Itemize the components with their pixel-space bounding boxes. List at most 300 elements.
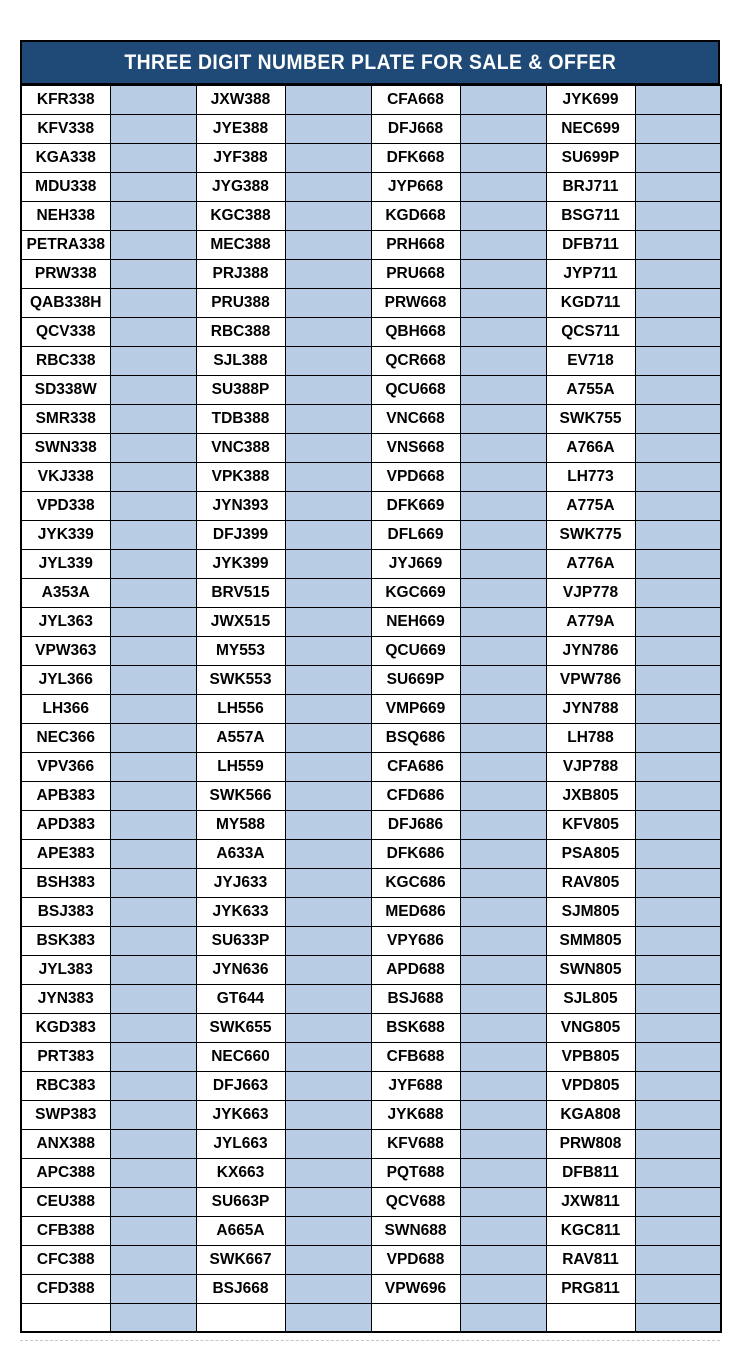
plate-cell: VJP778 <box>546 578 635 607</box>
plate-cell: JYK688 <box>371 1100 460 1129</box>
plate-cell: VNG805 <box>546 1013 635 1042</box>
plate-cell: A776A <box>546 549 635 578</box>
offer-cell <box>110 230 196 259</box>
table-row <box>21 1071 721 1100</box>
plate-cell: VMP669 <box>371 694 460 723</box>
offer-cell <box>635 1216 721 1245</box>
offer-cell <box>110 1013 196 1042</box>
plate-cell: DFJ686 <box>371 810 460 839</box>
offer-cell <box>285 520 371 549</box>
offer-cell <box>285 1245 371 1274</box>
offer-cell <box>110 433 196 462</box>
plate-cell: KFV688 <box>371 1129 460 1158</box>
plate-cell: SWK553 <box>196 665 285 694</box>
plate-cell: SWN805 <box>546 955 635 984</box>
offer-cell <box>635 926 721 955</box>
plate-cell: RBC338 <box>21 346 110 375</box>
plate-cell: TDB388 <box>196 404 285 433</box>
offer-cell <box>635 172 721 201</box>
plate-cell: JYK663 <box>196 1100 285 1129</box>
plate-cell: PRG811 <box>546 1274 635 1303</box>
offer-cell <box>110 578 196 607</box>
offer-cell <box>635 201 721 230</box>
offer-cell <box>635 810 721 839</box>
plate-cell: JYJ633 <box>196 868 285 897</box>
offer-cell <box>460 1187 546 1216</box>
offer-cell <box>110 636 196 665</box>
table-row <box>21 85 721 114</box>
offer-cell <box>635 1042 721 1071</box>
plate-cell: SWK775 <box>546 520 635 549</box>
offer-cell <box>110 1303 196 1332</box>
offer-cell <box>460 578 546 607</box>
offer-cell <box>460 868 546 897</box>
offer-cell <box>460 1245 546 1274</box>
plate-cell: VPD688 <box>371 1245 460 1274</box>
offer-cell <box>460 897 546 926</box>
offer-cell <box>285 1100 371 1129</box>
offer-cell <box>110 1129 196 1158</box>
table-row <box>21 752 721 781</box>
table-row <box>21 694 721 723</box>
plate-cell: VPK388 <box>196 462 285 491</box>
table-row <box>21 636 721 665</box>
offer-cell <box>110 346 196 375</box>
offer-cell <box>635 752 721 781</box>
plate-cell: CFA668 <box>371 85 460 114</box>
plate-cell: SWK566 <box>196 781 285 810</box>
offer-cell <box>110 462 196 491</box>
plate-cell: PRW338 <box>21 259 110 288</box>
offer-cell <box>635 1303 721 1332</box>
plate-cell: DFJ399 <box>196 520 285 549</box>
plate-cell: A755A <box>546 375 635 404</box>
table-row <box>21 520 721 549</box>
offer-cell <box>285 259 371 288</box>
offer-cell <box>110 114 196 143</box>
plate-cell: QCV688 <box>371 1187 460 1216</box>
offer-cell <box>285 607 371 636</box>
plate-cell: KGC811 <box>546 1216 635 1245</box>
offer-cell <box>635 346 721 375</box>
plate-cell: KGA808 <box>546 1100 635 1129</box>
plate-cell: LH559 <box>196 752 285 781</box>
offer-cell <box>635 317 721 346</box>
plate-cell: JYK699 <box>546 85 635 114</box>
plate-cell: JYK339 <box>21 520 110 549</box>
plate-cell: KGD668 <box>371 201 460 230</box>
table-row <box>21 781 721 810</box>
plate-cell: ANX388 <box>21 1129 110 1158</box>
plate-cell: A557A <box>196 723 285 752</box>
plate-cell: EV718 <box>546 346 635 375</box>
table-row <box>21 375 721 404</box>
plate-cell: QCV338 <box>21 317 110 346</box>
plate-cell: VPD338 <box>21 491 110 520</box>
offer-cell <box>460 607 546 636</box>
table-row <box>21 404 721 433</box>
plate-cell: JYN393 <box>196 491 285 520</box>
plate-cell: NEH338 <box>21 201 110 230</box>
plate-cell: QCS711 <box>546 317 635 346</box>
plate-cell: BSK688 <box>371 1013 460 1042</box>
table-row <box>21 926 721 955</box>
plate-cell: DFB811 <box>546 1158 635 1187</box>
offer-cell <box>460 288 546 317</box>
table-row <box>21 433 721 462</box>
plate-cell: A665A <box>196 1216 285 1245</box>
offer-cell <box>110 665 196 694</box>
offer-cell <box>110 404 196 433</box>
offer-cell <box>285 1042 371 1071</box>
table-row <box>21 1100 721 1129</box>
offer-cell <box>460 85 546 114</box>
offer-cell <box>285 984 371 1013</box>
offer-cell <box>110 143 196 172</box>
plate-cell: SWP383 <box>21 1100 110 1129</box>
plate-cell: JYL663 <box>196 1129 285 1158</box>
offer-cell <box>460 404 546 433</box>
offer-cell <box>460 1129 546 1158</box>
plate-cell: LH556 <box>196 694 285 723</box>
table-row <box>21 1129 721 1158</box>
plate-cell: CFA686 <box>371 752 460 781</box>
plate-cell: KFV338 <box>21 114 110 143</box>
plate-cell: CEU388 <box>21 1187 110 1216</box>
plate-cell: NEC660 <box>196 1042 285 1071</box>
plate-cell: QBH668 <box>371 317 460 346</box>
plate-cell: MDU338 <box>21 172 110 201</box>
plate-cell: BSJ383 <box>21 897 110 926</box>
table-row <box>21 723 721 752</box>
offer-cell <box>285 926 371 955</box>
plate-cell: JXW388 <box>196 85 285 114</box>
offer-cell <box>285 839 371 868</box>
offer-cell <box>285 1013 371 1042</box>
plate-cell: APD688 <box>371 955 460 984</box>
offer-cell <box>285 85 371 114</box>
plate-cell: JYL366 <box>21 665 110 694</box>
plate-cell: BSQ686 <box>371 723 460 752</box>
offer-cell <box>285 1216 371 1245</box>
plate-cell: DFK686 <box>371 839 460 868</box>
plate-cell: PRJ388 <box>196 259 285 288</box>
plate-cell: CFD388 <box>21 1274 110 1303</box>
plate-cell: MEC388 <box>196 230 285 259</box>
plate-cell: APD383 <box>21 810 110 839</box>
plate-cell <box>371 1303 460 1332</box>
plate-cell: PQT688 <box>371 1158 460 1187</box>
plate-cell: QCR668 <box>371 346 460 375</box>
table-row <box>21 955 721 984</box>
table-row <box>21 143 721 172</box>
plate-cell: RBC388 <box>196 317 285 346</box>
plate-cell: JYK399 <box>196 549 285 578</box>
plate-cell: MY553 <box>196 636 285 665</box>
plate-cell: VPW363 <box>21 636 110 665</box>
plate-cell: SU699P <box>546 143 635 172</box>
offer-cell <box>285 462 371 491</box>
plate-cell: JYL363 <box>21 607 110 636</box>
offer-cell <box>285 810 371 839</box>
offer-cell <box>110 955 196 984</box>
plate-cell: SU633P <box>196 926 285 955</box>
plate-cell: SWK667 <box>196 1245 285 1274</box>
plate-cell: RBC383 <box>21 1071 110 1100</box>
offer-cell <box>460 955 546 984</box>
offer-cell <box>635 143 721 172</box>
plate-cell: SWK755 <box>546 404 635 433</box>
offer-cell <box>460 346 546 375</box>
plate-cell: PRU668 <box>371 259 460 288</box>
table-row <box>21 1245 721 1274</box>
plate-cell: JYN786 <box>546 636 635 665</box>
plate-cell: JYP711 <box>546 259 635 288</box>
offer-cell <box>460 114 546 143</box>
offer-cell <box>635 723 721 752</box>
table-row <box>21 868 721 897</box>
offer-cell <box>110 1216 196 1245</box>
plate-cell: A775A <box>546 491 635 520</box>
plate-cell: VPD668 <box>371 462 460 491</box>
plate-cell: VPW696 <box>371 1274 460 1303</box>
offer-cell <box>110 317 196 346</box>
table-row <box>21 1216 721 1245</box>
table-row <box>21 578 721 607</box>
offer-cell <box>285 723 371 752</box>
plate-cell: APC388 <box>21 1158 110 1187</box>
offer-cell <box>285 578 371 607</box>
plate-cell: QAB338H <box>21 288 110 317</box>
plate-cell: SJL805 <box>546 984 635 1013</box>
plate-cell: BSJ688 <box>371 984 460 1013</box>
table-row <box>21 491 721 520</box>
plate-cell: SU388P <box>196 375 285 404</box>
offer-cell <box>635 694 721 723</box>
plate-cell: KFR338 <box>21 85 110 114</box>
offer-cell <box>110 172 196 201</box>
plate-cell <box>196 1303 285 1332</box>
offer-cell <box>460 1274 546 1303</box>
offer-cell <box>460 1216 546 1245</box>
offer-cell <box>285 1303 371 1332</box>
table-row <box>21 1303 721 1332</box>
table-row <box>21 1187 721 1216</box>
plate-cell: A353A <box>21 578 110 607</box>
table-row <box>21 839 721 868</box>
offer-cell <box>110 839 196 868</box>
offer-cell <box>285 433 371 462</box>
plate-cell: JYN788 <box>546 694 635 723</box>
plate-cell: PRW668 <box>371 288 460 317</box>
plate-cell: JXW811 <box>546 1187 635 1216</box>
plate-cell: VPV366 <box>21 752 110 781</box>
offer-cell <box>460 926 546 955</box>
plate-cell: KGC388 <box>196 201 285 230</box>
offer-cell <box>110 85 196 114</box>
plate-cell: JYF388 <box>196 143 285 172</box>
plate-cell: PETRA338 <box>21 230 110 259</box>
offer-cell <box>635 839 721 868</box>
table-row <box>21 897 721 926</box>
offer-cell <box>635 781 721 810</box>
offer-cell <box>285 114 371 143</box>
plate-cell: VPW786 <box>546 665 635 694</box>
offer-cell <box>460 1158 546 1187</box>
offer-cell <box>460 317 546 346</box>
plate-cell: JXB805 <box>546 781 635 810</box>
plate-cell: PRH668 <box>371 230 460 259</box>
offer-cell <box>635 607 721 636</box>
plate-cell: SWK655 <box>196 1013 285 1042</box>
plate-cell: SU663P <box>196 1187 285 1216</box>
offer-cell <box>110 897 196 926</box>
offer-cell <box>460 984 546 1013</box>
offer-cell <box>460 636 546 665</box>
plate-cell: KGC686 <box>371 868 460 897</box>
page-title: THREE DIGIT NUMBER PLATE FOR SALE & OFFER <box>124 50 616 74</box>
plate-cell: SWN338 <box>21 433 110 462</box>
offer-cell <box>285 375 371 404</box>
offer-cell <box>110 607 196 636</box>
offer-cell <box>110 375 196 404</box>
offer-cell <box>285 1158 371 1187</box>
offer-cell <box>285 346 371 375</box>
plate-cell: SWN688 <box>371 1216 460 1245</box>
plate-cell: KGD711 <box>546 288 635 317</box>
plate-cell: NEC366 <box>21 723 110 752</box>
offer-cell <box>285 955 371 984</box>
offer-cell <box>110 984 196 1013</box>
plate-cell: SJM805 <box>546 897 635 926</box>
offer-cell <box>635 955 721 984</box>
plate-cell: BSJ668 <box>196 1274 285 1303</box>
offer-cell <box>285 868 371 897</box>
offer-cell <box>110 926 196 955</box>
table-row <box>21 114 721 143</box>
offer-cell <box>635 375 721 404</box>
offer-cell <box>635 230 721 259</box>
plate-cell: PSA805 <box>546 839 635 868</box>
offer-cell <box>460 781 546 810</box>
offer-cell <box>635 1187 721 1216</box>
plate-cell: SMM805 <box>546 926 635 955</box>
offer-cell <box>635 897 721 926</box>
table-row <box>21 346 721 375</box>
plate-cell: JYL339 <box>21 549 110 578</box>
plate-cell: DFK669 <box>371 491 460 520</box>
offer-cell <box>460 433 546 462</box>
offer-cell <box>460 462 546 491</box>
plate-cell: BSK383 <box>21 926 110 955</box>
offer-cell <box>110 1274 196 1303</box>
offer-cell <box>460 752 546 781</box>
plate-cell: APE383 <box>21 839 110 868</box>
plate-cell <box>21 1303 110 1332</box>
table-row <box>21 1013 721 1042</box>
offer-cell <box>110 491 196 520</box>
plate-cell: JYP668 <box>371 172 460 201</box>
offer-cell <box>635 1100 721 1129</box>
plate-cell: BRV515 <box>196 578 285 607</box>
offer-cell <box>285 694 371 723</box>
table-row <box>21 1042 721 1071</box>
plate-cell: LH366 <box>21 694 110 723</box>
plate-cell: LH773 <box>546 462 635 491</box>
table-title-band <box>20 40 720 84</box>
offer-cell <box>635 462 721 491</box>
table-row <box>21 259 721 288</box>
plate-cell: JYE388 <box>196 114 285 143</box>
plate-cell: JYG388 <box>196 172 285 201</box>
plate-cell: JYN636 <box>196 955 285 984</box>
offer-cell <box>460 1303 546 1332</box>
plate-cell: PRU388 <box>196 288 285 317</box>
number-plate-table <box>20 40 720 1333</box>
offer-cell <box>635 1158 721 1187</box>
plate-cell: JYK633 <box>196 897 285 926</box>
plate-cell: SJL388 <box>196 346 285 375</box>
offer-cell <box>285 549 371 578</box>
offer-cell <box>285 230 371 259</box>
plate-cell: JYL383 <box>21 955 110 984</box>
plate-cell: RAV811 <box>546 1245 635 1274</box>
offer-cell <box>635 288 721 317</box>
plate-cell: DFJ663 <box>196 1071 285 1100</box>
plate-cell: KGC669 <box>371 578 460 607</box>
offer-cell <box>460 694 546 723</box>
offer-cell <box>110 1158 196 1187</box>
table-row <box>21 607 721 636</box>
plate-cell: SU669P <box>371 665 460 694</box>
offer-cell <box>460 839 546 868</box>
offer-cell <box>460 549 546 578</box>
table-row <box>21 317 721 346</box>
plate-cell: A766A <box>546 433 635 462</box>
plate-cell: APB383 <box>21 781 110 810</box>
plate-grid <box>20 84 722 1333</box>
offer-cell <box>635 259 721 288</box>
offer-cell <box>635 491 721 520</box>
offer-cell <box>110 810 196 839</box>
table-row <box>21 984 721 1013</box>
offer-cell <box>110 1071 196 1100</box>
offer-cell <box>635 1129 721 1158</box>
plate-cell: A779A <box>546 607 635 636</box>
plate-cell: BRJ711 <box>546 172 635 201</box>
plate-cell: CFD686 <box>371 781 460 810</box>
plate-cell: VNS668 <box>371 433 460 462</box>
plate-cell: VPB805 <box>546 1042 635 1071</box>
offer-cell <box>285 781 371 810</box>
offer-cell <box>460 665 546 694</box>
offer-cell <box>635 984 721 1013</box>
offer-cell <box>110 201 196 230</box>
offer-cell <box>285 143 371 172</box>
offer-cell <box>285 491 371 520</box>
plate-cell: DFL669 <box>371 520 460 549</box>
offer-cell <box>635 433 721 462</box>
offer-cell <box>285 288 371 317</box>
offer-cell <box>460 1042 546 1071</box>
offer-cell <box>110 868 196 897</box>
offer-cell <box>460 723 546 752</box>
offer-cell <box>285 1187 371 1216</box>
offer-cell <box>110 1100 196 1129</box>
plate-cell: VPY686 <box>371 926 460 955</box>
plate-cell: QCU669 <box>371 636 460 665</box>
offer-cell <box>635 85 721 114</box>
